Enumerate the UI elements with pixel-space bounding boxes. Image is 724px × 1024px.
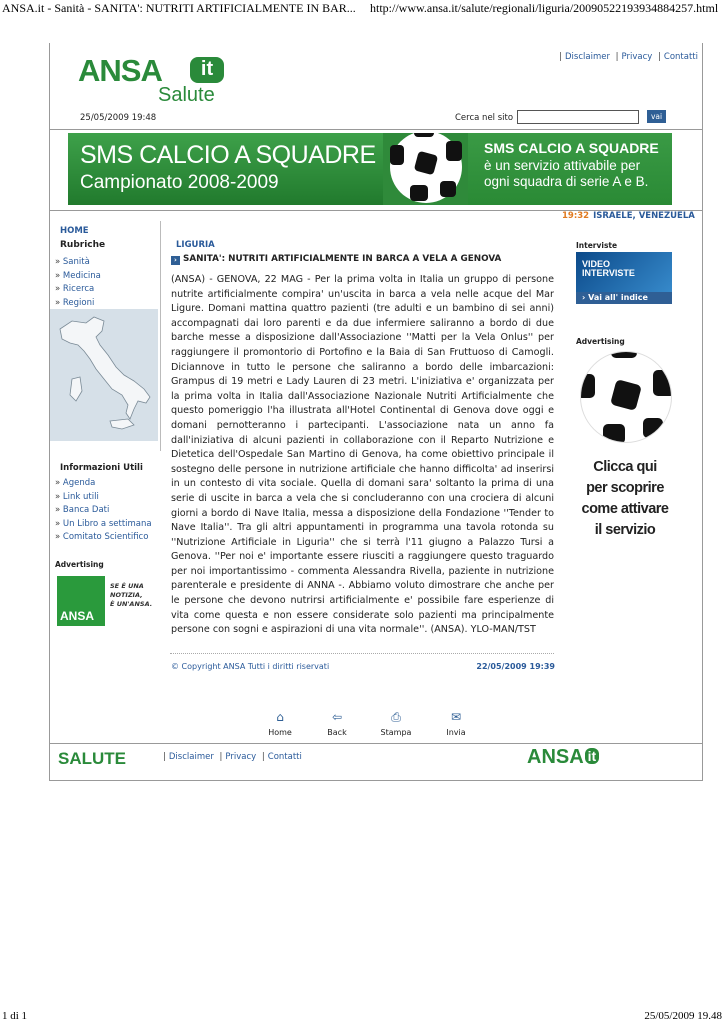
publish-date: 22/05/2009 19:39	[476, 662, 555, 671]
footer: SALUTE | Disclaimer | Privacy | Contatti ANSA it	[50, 743, 702, 770]
menu-item-regioni[interactable]: » Regioni	[55, 297, 95, 308]
tool-home[interactable]: ⌂ Home	[268, 710, 292, 737]
copyright: © Copyright ANSA Tutti i diritti riservati	[171, 662, 330, 671]
ansa-ad[interactable]: ANSA SE È UNA NOTIZIA, È UN'ANSA.	[57, 576, 155, 626]
article-region[interactable]: LIGURIA	[176, 240, 215, 250]
top-links: | Disclaimer | Privacy | Contatti	[559, 52, 698, 62]
news-ticker[interactable]	[562, 211, 702, 225]
video-interviste-banner[interactable]: VIDEO INTERVISTE › Vai all' indice	[576, 252, 672, 304]
menu-item-ricerca[interactable]: » Ricerca	[55, 284, 95, 294]
footer-link-contatti[interactable]: Contatti	[267, 752, 302, 762]
logo-text: ANSA	[78, 53, 162, 88]
print-datetime: 25/05/2009 19.48	[644, 1010, 722, 1022]
article-title: › SANITA': NUTRITI ARTIFICIALMENTE IN BARCA A VELA A GENOVA	[171, 254, 501, 265]
footer-ansa-logo[interactable]: ANSA it	[527, 746, 599, 769]
footer-link-disclaimer[interactable]: Disclaimer	[168, 752, 214, 762]
article-body: (ANSA) - GENOVA, 22 MAG - Per la prima volta in Italia un gruppo di persone nutrite artificialmente compira' un'uscita in barca a vela nelle acque del Mar Ligure. Domani mattina quattro pazienti (tre adulti e un bambino di sei anni) accompagnati dai loro parenti e da due infermiere saliranno a bordo di due barche messe a disposizione dall'Associazione ''Matti per la Vela Onlus'' per raggiungere il promontorio di Portofino e la Baia di San Fruttuoso di Camogli. Diciannove in tutto le persone che saliranno a bordo delle imbarcazioni: Grampus di 19 metri e Lady Lauren di 23 metri. L'iniziativa e' organizzata per la prima volta in Italia dall'Associazione Nazionale Nutriti Artificialmente che questo pomeriggio l'ha illustrata all'Hotel Continental di Genova dove oggi e domani pernotteranno i partecipanti. L'associazione nata un anno fa dall'iniziativa di alcuni pazienti in collaborazione con il Reparto Nutrizione e Dietetica dell'Ospedale San Martino di Genova, ha come obiettivo principale il sostegno delle persone in nutrizione artificiale che hanno difficolta' ad inserirsi in un contesto di vita sociale. Quella di domani sara' soltanto la prima di una serie di uscite in barca a vela che si concluderanno con una crociera di alcuni giorni a bordo di Nave Italia, messa a disposizione della Fondazione ''Tender to Nave Italia''. Tra gli altri appuntamenti in programma una tavola rotonda su ''Nutrizione Artificiale in Liguria'' che si terrà l'11 giugno a Palazzo Tursi a Genova. ''Per noi e' importante essere riusciti a raggiungere questo traguardo per noi importantissimo - commenta Alessandra Rivella, paziente in nutrizione parenterale e presidente di ANNA -. Abbiamo voluto dimostrare che anche per le persone che devono nutrirsi artificialmente e' possibile fare esperienze di vita come questa e non essere considerate solo pazienti ma principalmente persone con sogni e aspirazioni di una vita normale''. (ANSA). YLO-MAN/TST	[171, 274, 554, 636]
banner-right-line2: ogni squadra di serie A e B.	[484, 174, 649, 189]
search-input[interactable]	[517, 110, 639, 124]
logo-it: it	[190, 57, 224, 83]
rubriche-menu	[55, 256, 101, 310]
tool-send[interactable]: ✉ Invia	[446, 710, 466, 737]
ad-brand: ANSA	[60, 609, 95, 623]
video-index-link[interactable]: › Vai all' indice	[576, 292, 672, 304]
info-title: Informazioni Utili	[60, 463, 143, 473]
banner-right-line1: è un servizio attivabile per	[484, 158, 641, 173]
arrow-right-icon: ›	[171, 256, 180, 265]
home-icon: ⌂	[276, 710, 284, 724]
menu-item-comitato[interactable]: » Comitato Scientifico	[55, 532, 149, 542]
home-link[interactable]: HOME	[60, 226, 89, 236]
sms-calcio-banner[interactable]	[68, 133, 672, 205]
ticker-text[interactable]: ISRAELE, VENEZUELA	[593, 211, 695, 221]
print-icon: ⎙	[391, 710, 401, 724]
right-advertising-label: Advertising	[576, 337, 625, 346]
info-menu	[55, 477, 152, 545]
print-header	[0, 0, 724, 16]
tool-print[interactable]: ⎙ Stampa	[380, 710, 412, 737]
menu-item-sanita[interactable]: » Sanità	[55, 257, 90, 267]
banner-subtitle: Campionato 2008-2009	[80, 172, 279, 193]
menu-item-agenda[interactable]: » Agenda	[55, 478, 96, 488]
footer-section: SALUTE	[58, 749, 126, 768]
date-search-bar	[50, 107, 702, 130]
print-page: 1 di 1	[2, 1010, 28, 1022]
left-advertising-label: Advertising	[55, 560, 104, 569]
sms-service-ad[interactable]: Clicca qui per scoprire come attivare il servizio	[576, 351, 674, 541]
link-disclaimer[interactable]: Disclaimer	[565, 52, 610, 62]
soccer-ball-icon	[390, 133, 462, 203]
tool-back[interactable]: ⇦ Back	[327, 710, 347, 737]
search-label: Cerca nel sito	[455, 113, 514, 123]
mail-icon: ✉	[450, 710, 462, 724]
link-privacy[interactable]: Privacy	[621, 52, 653, 62]
page-frame	[49, 43, 703, 781]
menu-item-banca-dati[interactable]: » Banca Dati	[55, 505, 110, 515]
menu-item-libro[interactable]: » Un Libro a settimana	[55, 518, 152, 529]
interviste-label: Interviste	[576, 241, 618, 250]
logo-section: Salute	[158, 84, 215, 106]
search-button[interactable]: vai	[647, 110, 666, 123]
soccer-ball-icon	[580, 351, 672, 443]
ticker-time: 19:32	[562, 211, 590, 221]
current-date: 25/05/2009 19:48	[80, 113, 157, 123]
back-icon: ⇦	[331, 710, 343, 724]
rubriche-title: Rubriche	[60, 240, 106, 250]
menu-item-link-utili[interactable]: » Link utili	[55, 491, 99, 502]
ansa-salute-logo[interactable]	[78, 53, 228, 109]
banner-right-title: SMS CALCIO A SQUADRE	[484, 140, 659, 156]
print-url: http://www.ansa.it/salute/regionali/liguria/20090522193934884257.html	[370, 1, 719, 15]
print-title: ANSA.it - Sanità - SANITA': NUTRITI ARTIFICIALMENTE IN BAR...	[2, 1, 356, 15]
italy-map[interactable]	[50, 309, 158, 441]
banner-title: SMS CALCIO A SQUADRE	[80, 141, 376, 169]
link-contatti[interactable]: Contatti	[663, 52, 698, 62]
menu-item-medicina[interactable]: » Medicina	[55, 270, 101, 281]
footer-link-privacy[interactable]: Privacy	[225, 752, 257, 762]
